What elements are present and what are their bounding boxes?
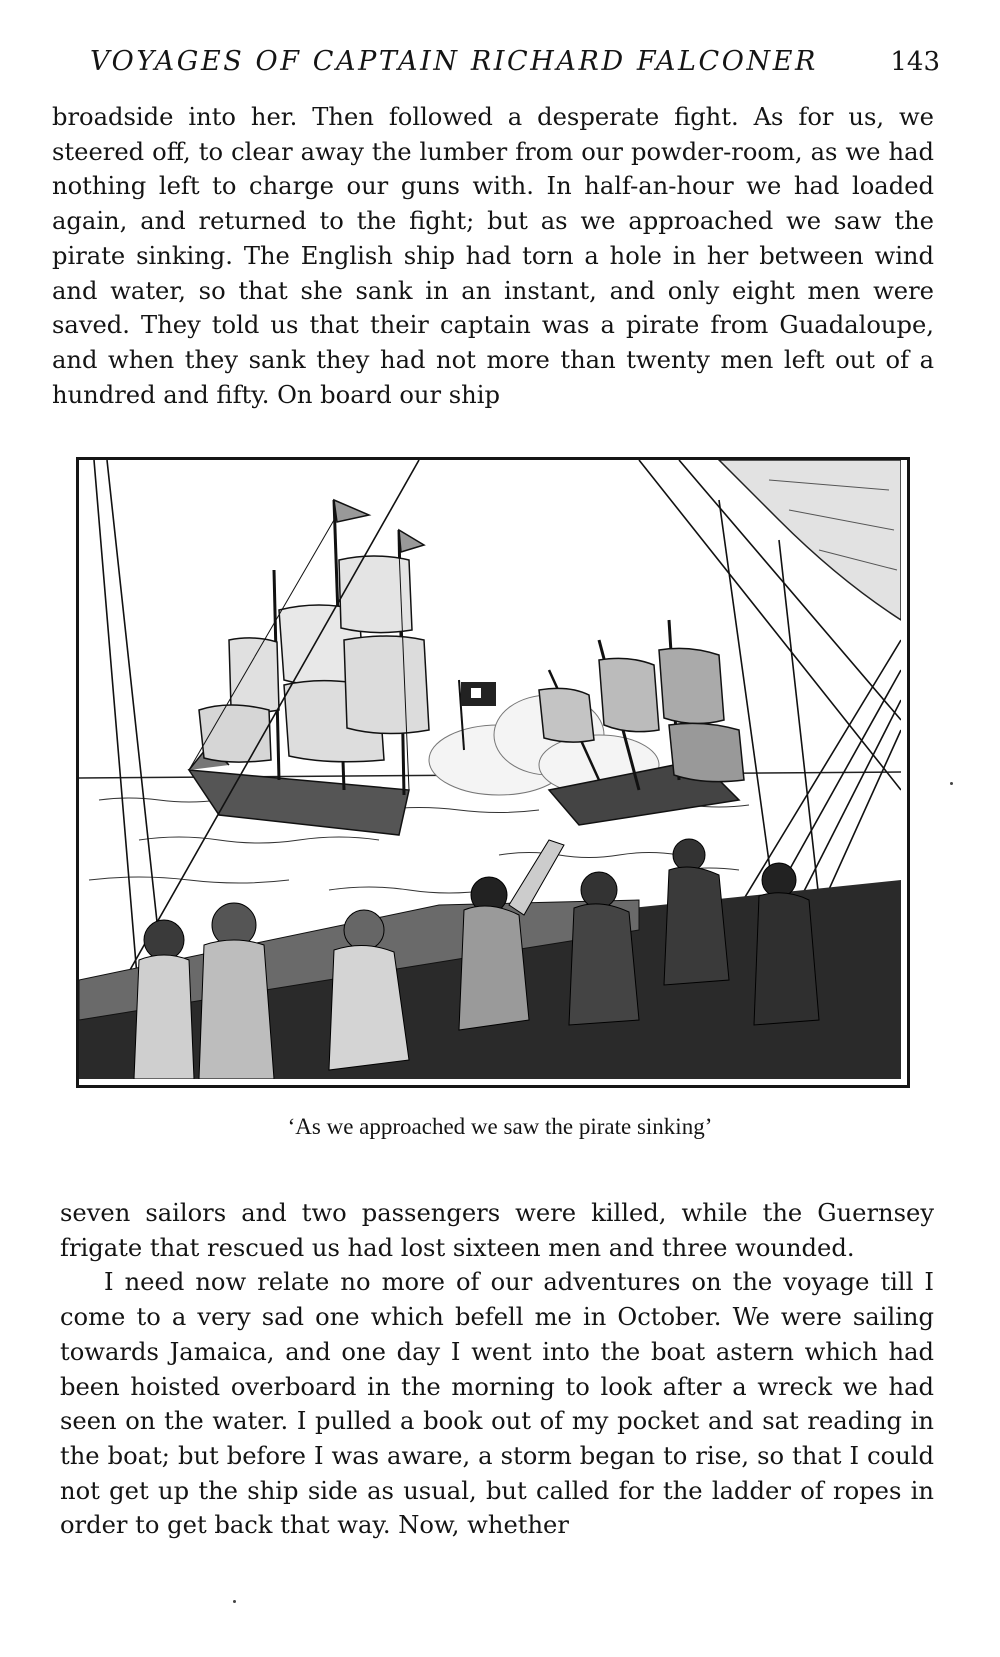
text-block-bottom [60,1196,934,1543]
sea-battle-engraving [79,460,901,1079]
scan-speck [233,1600,236,1603]
running-head [90,42,940,82]
page-number: 143 [890,47,940,77]
scan-speck [950,782,953,785]
figure-caption: ‘As we approached we saw the pirate sinking’ [287,1114,713,1139]
english-ship [189,500,429,835]
pirate-ship [539,620,744,825]
paragraph: seven sailors and two passengers were killed, while the Guernsey frigate that rescued us had lost sixteen men and three wounded. [60,1199,934,1262]
paragraph: I need now relate no more of our adventures on the voyage till I come to a very sad one which befell me in October. We were sailing towards Jamaica, and one day I went into the boat astern which had been hoisted overboard in the morning to look after a wreck we had seen on the water. I pulled a book out of my pocket and sat reading in the boat; but before I was aware, a storm began to rise, so that I could not get up the ship side as usual, but called for the ladder of ropes in order to get back that way. Now, whether [60,1268,934,1540]
running-title: VOYAGES OF CAPTAIN RICHARD FALCONER [90,46,818,77]
text-block-top [52,100,934,412]
paragraph: broadside into her. Then followed a desperate fight. As for us, we steered off, to clear away the lumber from our powder-room, as we had nothing left to charge our guns with. In half-an-hour we had loaded again, and returned to the fight; but as we approached we saw the pirate sinking. The English ship had torn a hole in her between wind and water, so that she sank in an instant, and only eight men were saved. They told us that their captain was a pirate from Guadaloupe, and when they sank they had not more than twenty men left out of a hundred and fifty. On board our ship [52,103,934,409]
illustration [76,457,910,1088]
